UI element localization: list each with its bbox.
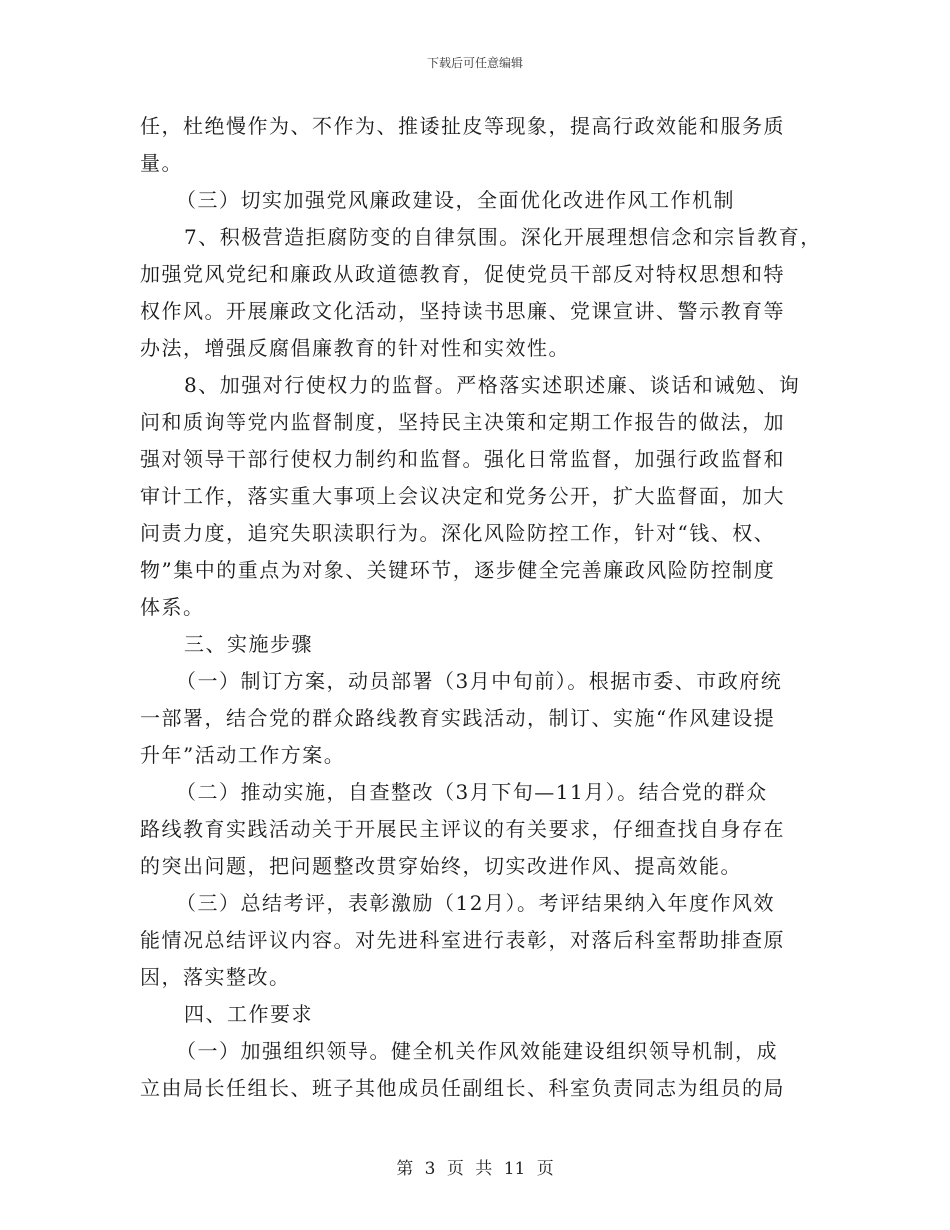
text-line: 能情况总结评议内容。对先进科室进行表彰，对落后科室帮助排查原 bbox=[140, 928, 785, 952]
text-line: 办法，增强反腐倡廉教育的针对性和实效性。 bbox=[140, 336, 570, 360]
text-line: 8、加强对行使权力的监督。严格落实述职述廉、谈话和诫勉、询 bbox=[184, 373, 801, 397]
header-note: 下载后可任意编辑 bbox=[426, 56, 523, 70]
text-line: 升年”活动工作方案。 bbox=[140, 743, 346, 767]
text-line: （一）加强组织领导。健全机关作风效能建设组织领导机制，成 bbox=[176, 1039, 778, 1063]
text-line: 路线教育实践活动关于开展民主评议的有关要求，仔细查找自身存在 bbox=[140, 817, 785, 841]
text-line: 任，杜绝慢作为、不作为、推诿扯皮等现象，提高行政效能和服务质 bbox=[140, 114, 785, 138]
text-line: 权作风。开展廉政文化活动，坚持读书思廉、党课宣讲、警示教育等 bbox=[140, 299, 785, 323]
section-heading: （三）切实加强党风廉政建设，全面优化改进作风工作机制 bbox=[176, 188, 735, 212]
page-number: 第 3 页 共 11 页 bbox=[396, 1159, 554, 1179]
text-line: 量。 bbox=[140, 151, 183, 175]
text-line: 立由局长任组长、班子其他成员任副组长、科室负责同志为组员的局 bbox=[140, 1076, 785, 1100]
text-line: 一部署，结合党的群众路线教育实践活动，制订、实施“作风建设提 bbox=[140, 706, 776, 730]
text-line: 7、积极营造拒腐防变的自律氛围。深化开展理想信念和宗旨教育， bbox=[184, 225, 822, 249]
section-heading: 三、实施步骤 bbox=[184, 632, 313, 656]
text-line: 问责力度，追究失职渎职行为。深化风险防控工作，针对“钱、权、 bbox=[140, 521, 776, 545]
document-body bbox=[140, 108, 820, 1107]
text-line: 问和质询等党内监督制度，坚持民主决策和定期工作报告的做法，加 bbox=[140, 410, 785, 434]
text-line: 物”集中的重点为对象、关键环节，逐步健全完善廉政风险防控制度 bbox=[140, 558, 776, 582]
text-line: （三）总结考评，表彰激励（12月）。考评结果纳入年度作风效 bbox=[176, 891, 775, 915]
text-line: 加强党风党纪和廉政从政道德教育，促使党员干部反对特权思想和特 bbox=[140, 262, 785, 286]
section-heading: 四、工作要求 bbox=[184, 1002, 313, 1026]
text-line: （一）制订方案，动员部署（3月中旬前）。根据市委、市政府统 bbox=[176, 669, 783, 693]
text-line: 审计工作，落实重大事项上会议决定和党务公开，扩大监督面，加大 bbox=[140, 484, 785, 508]
text-line: 体系。 bbox=[140, 595, 205, 619]
text-line: 强对领导干部行使权力制约和监督。强化日常监督，加强行政监督和 bbox=[140, 447, 785, 471]
text-line: 因，落实整改。 bbox=[140, 965, 291, 989]
text-line: 的突出问题，把问题整改贯穿始终，切实改进作风、提高效能。 bbox=[140, 854, 742, 878]
text-line: （二）推动实施，自查整改（3月下旬—11月）。结合党的群众 bbox=[176, 780, 768, 804]
